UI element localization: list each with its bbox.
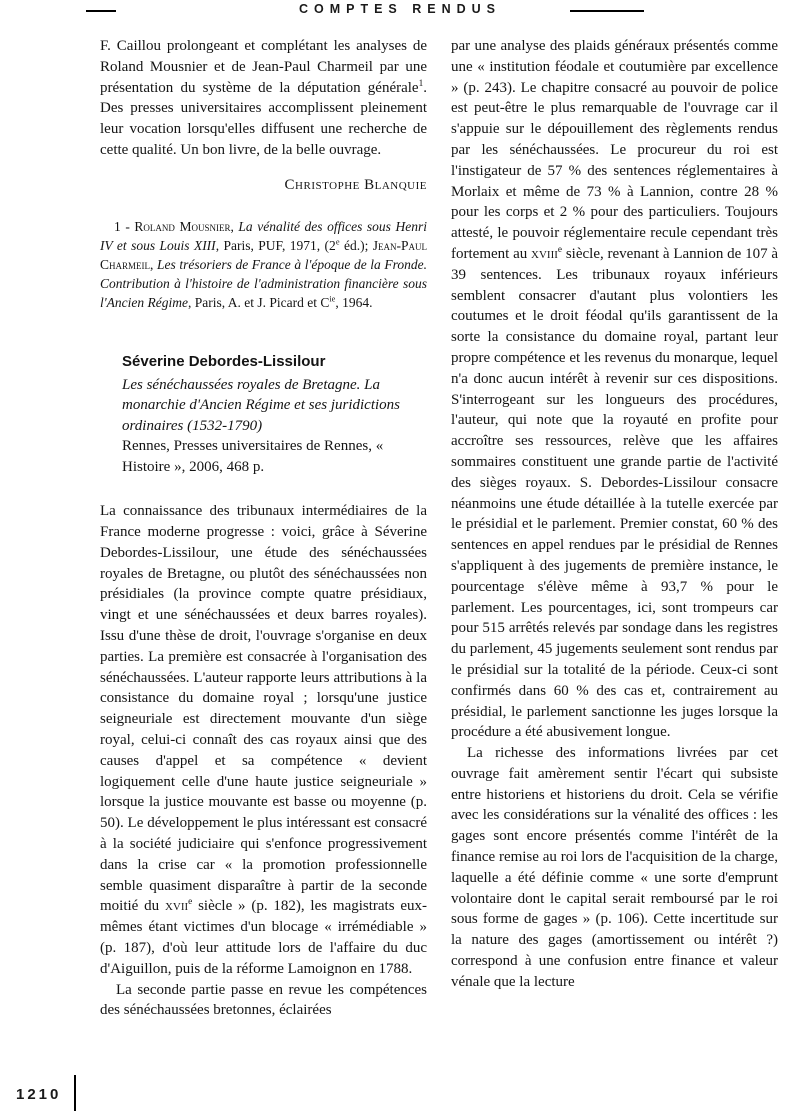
folio-rule (74, 1075, 76, 1111)
text-run: , (230, 218, 239, 234)
text-run: siècle » (p. 182), les magistrats eux-mêmes étant victimes d'un blocage « irrémédiable » (p. 187), d'où leur attitude lors de l'affaire du duc d'Aiguillon, puis de la réforme Lamoignon en 1788. (100, 898, 428, 977)
text-run: Jean-Paul Charmeil (100, 237, 428, 272)
text-run: , (150, 256, 157, 272)
text-run: e (188, 897, 193, 908)
text-run: éd.); (339, 237, 373, 253)
review-title: Les sénéchaussées royales de Bretagne. La monarchie d'Ancien Régime et ses juridictions ordinaires (1532-1790) (122, 376, 401, 434)
review-closing-paragraph (100, 36, 427, 161)
text-run: La vénalité des offices sous Henri IV et sous Louis XIII (100, 218, 427, 253)
header-rule-right (570, 10, 644, 12)
text-run: xviii (531, 245, 558, 262)
text-run: , Paris, A. et J. Picard et C (187, 294, 330, 310)
text-columns (100, 36, 778, 1021)
text-run: . Des presses universitaires accomplissent pleinement leur vocation lorsqu'elles diffusent une recherche de cette qualité. Un bon livre, de la belle ouvrage. (100, 79, 427, 158)
page-header (0, 0, 800, 30)
text-run: , Paris, PUF, 1971, (2 (215, 237, 336, 253)
text-run: La connaissance des tribunaux intermédiaires de la France moderne progresse : voici, grâce à Séverine Debordes-Lissilour, une étude des sénéchaussées royales de Bretagne, ou plutôt des sénéchaussées non présidiales (la province compte quatre présidiaux, vingt et une sénéchaussées et deux barres royales). Issu d'une thèse de droit, l'ouvrage s'organise en deux parties. La première est consacrée à l'organisation des sénéchaussées. L'auteur rapporte leurs attributions à la consistance du domaine royal ; lorsqu'une justice seigneuriale est directement mouvante d'un siège royal, celui-ci connaît des cas royaux ainsi que des causes d'appel et sa compétence « devient logiquement celle d'une haute justice seigneuriale » lorsque la justice mouvante est basse ou moyenne (p. 50). Le développement le plus intéressant est consacré à la société judiciaire qui s'enfonce progressivement dans la crise car « la promotion professionnelle semble quasiment disparaître à partir de la seconde moitié du (100, 503, 427, 915)
review-body-paragraph (100, 501, 427, 979)
text-run: e (557, 244, 563, 255)
text-run: par une analyse des plaids généraux présentés comme une « institution féodale et coutumière par excellence » (p. 243). Le chapitre consacré au pouvoir de police est peut-être le plus remarquable de l'ouvrage car il s'appuie sur le dépouillement des règlements rendus par les sénéchaussées. Le procureur du roi est l'instigateur de 57 % des sentences réglementaires à Morlaix et même de 73 % à Lannion, contre 28 % pour les corps et 2 % pour des particuliers. Toujours attesté, le pouvoir réglementaire recule cependant très fortement au (451, 38, 778, 262)
page-number: 1210 (16, 1086, 62, 1103)
text-run: xvii (164, 898, 189, 915)
text-run: siècle, revenant à Lannion de 107 à 39 sentences. Les tribunaux royaux inférieurs semblent consacrer d'autant plus volontiers les coutumes et le droit féodal qu'ils garantissent de la sorte la consistance du domaine royal, partant leur propre compétence et les revenus du monarque, lequel n'a donc aucun intérêt à revenir sur ces dispositions. S'interrogeant sur les longueurs des procédures, l'auteur, qui note que la royauté en profite pour accroître ses ressources, relève que les affaires sommaires constituent une grande partie de l'activité des sièges royaux. S. Debordes-Lissilour consacre néanmoins une étude détaillée à la tutelle exercée par le présidial et le parlement. Premier constat, 60 % des sentences en appel rendues par le présidial de Rennes s'appliquent à des jugements de première instance, le pourcentage s'élève même à 93,7 % pour le parlement. Les pourcentages, ici, sont trompeurs car pour 515 arrêtés relevés par sondage dans les registres du parlement, 45 jugements seulement sont rendus par le présidial sur la totalité de la période. Ceux-ci sont confirmés dans 60 % des cas et, contrairement au présidial, le parlement sanctionne les juges lorsque la procédure a été abusivement longue. (451, 245, 778, 741)
text-run: e (335, 237, 340, 247)
text-run: 1 - (114, 218, 135, 234)
footnote (100, 217, 427, 312)
left-column (100, 36, 427, 1021)
review-body-paragraph: La richesse des informations livrées par cet ouvrage fait amèrement sentir l'écart qui subsiste entre historiens et historiens du droit. Cela se vérifie avec les considérations sur la vénalité des offices : les gages sont encore présentés comme l'intérêt de la finance remise au roi lors de l'acquisition de la charge, laquelle a été définie comme « une sorte d'emprunt volontaire dont le capital serait remboursé par le roi sous forme de gages » (p. 106). Cette incertitude sur la nature des gages (amortissement ou intérêt ?) correspond à une confusion entre finance et valeur vénale que la lecture (451, 745, 778, 990)
review-author: Séverine Debordes-Lissilour (122, 352, 326, 370)
review-imprint: Rennes, Presses universitaires de Rennes, « Histoire », 2006, 468 p. (122, 438, 384, 475)
text-run: ie (329, 294, 336, 304)
text-run: Roland Mousnier (134, 218, 231, 234)
text-run: Les trésoriers de France à l'époque de la Fronde. Contribution à l'histoire de l'administration financière sous l'Ancien Régime (100, 256, 428, 310)
right-column (451, 36, 778, 1021)
running-head: COMPTES RENDUS (298, 2, 502, 16)
text-run: , 1964. (335, 294, 373, 310)
review-body-paragraph: La seconde partie passe en revue les compétences des sénéchaussées bretonnes, éclairées (100, 981, 427, 1019)
review-body-paragraph (451, 36, 778, 743)
text-run: 1 (418, 78, 424, 89)
review-signature: Christophe Blanquie (284, 176, 427, 193)
review-heading (100, 352, 427, 478)
text-run: F. Caillou prolongeant et complétant les analyses de Roland Mousnier et de Jean-Paul Charmeil par une présentation du système de la députation générale (100, 38, 427, 96)
